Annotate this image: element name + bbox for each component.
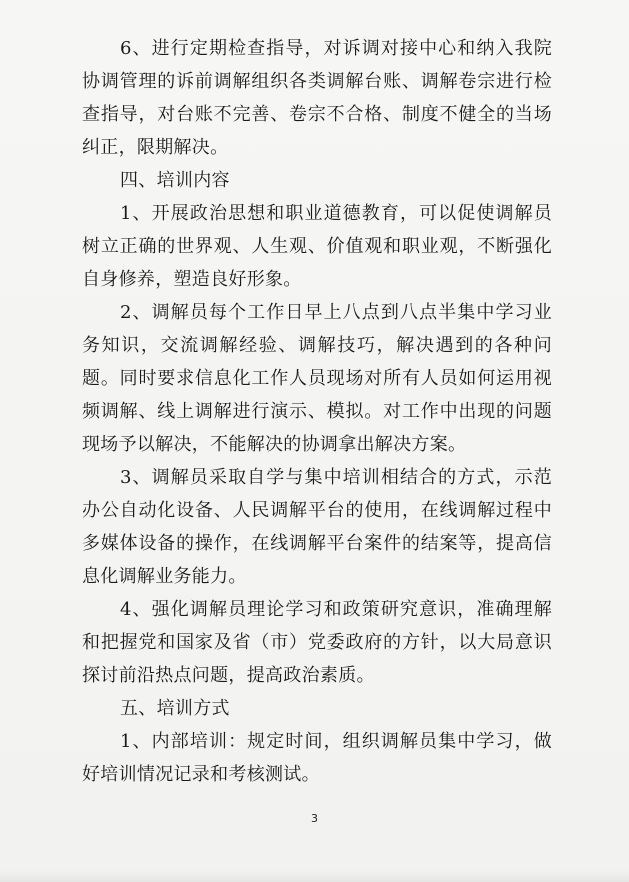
paragraph-item-1-ethics: 1、开展政治思想和职业道德教育，可以促使调解员树立正确的世界观、人生观、价值观和职业观，不断强化自身修养，塑造良好形象。 bbox=[82, 203, 552, 290]
section-heading-training-content: 四、培训内容 bbox=[120, 170, 230, 191]
paragraph-item-6-inspection: 6、进行定期检查指导，对诉调对接中心和纳入我院协调管理的诉前调解组织各类调解台账、调解卷宗进行检查指导，对台账不完善、卷宗不合格、制度不健全的当场纠正，限期解决。 bbox=[82, 38, 552, 158]
page-number: 3 bbox=[311, 812, 318, 825]
paragraph-item-2-daily-study: 2、调解员每个工作日早上八点到八点半集中学习业务知识，交流调解经验、调解技巧，解决遇到的各种问题。同时要求信息化工作人员现场对所有人员如何运用视频调解、线上调解进行演示、模拟。对工作中出现的问题现场予以解决，不能解决的协调拿出解决方案。 bbox=[82, 302, 552, 455]
scan-shadow-edge bbox=[0, 870, 629, 882]
paragraph-item-4-theory: 4、强化调解员理论学习和政策研究意识，准确理解和把握党和国家及省（市）党委政府的方针，以大局意识探讨前沿热点问题，提高政治素质。 bbox=[82, 599, 552, 686]
document-body bbox=[82, 32, 552, 791]
section-heading-training-method: 五、培训方式 bbox=[120, 698, 230, 719]
paragraph-item-1-internal-training: 1、内部培训：规定时间，组织调解员集中学习，做好培训情况记录和考核测试。 bbox=[82, 731, 552, 785]
paragraph-item-3-self-study: 3、调解员采取自学与集中培训相结合的方式，示范办公自动化设备、人民调解平台的使用，在线调解过程中多媒体设备的操作，在线调解平台案件的结案等，提高信息化调解业务能力。 bbox=[82, 467, 552, 587]
